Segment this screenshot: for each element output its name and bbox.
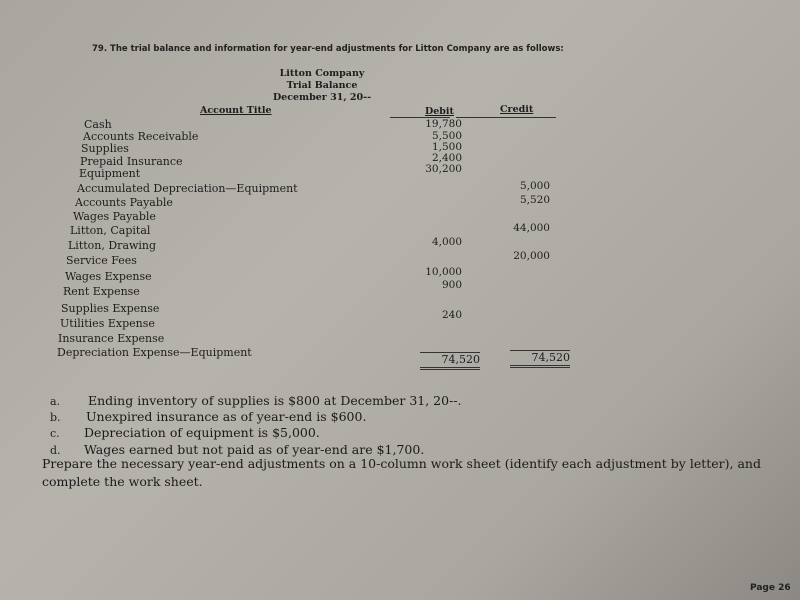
- adjustment-text: Wages earned but not paid as of year-end are $1,700.: [84, 442, 425, 457]
- account-name: Rent Expense: [63, 285, 140, 298]
- debit-amount: 5,500: [431, 130, 462, 142]
- credit-amount: 5,520: [519, 194, 550, 206]
- debit-amount: 19,780: [425, 118, 462, 130]
- account-name: Cash: [84, 118, 112, 131]
- adjustment-letter: a.: [50, 395, 61, 408]
- debit-amount: 10,000: [425, 266, 462, 278]
- debit-amount: 4,000: [431, 236, 462, 248]
- account-name: Accumulated Depreciation—Equipment: [77, 182, 298, 195]
- account-name: Supplies Expense: [61, 302, 160, 315]
- problem-statement: 79. The trial balance and information for year-end adjustments for Litton Company are as follows:: [92, 44, 564, 54]
- debit-amount: 900: [441, 279, 462, 291]
- credit-rule: [456, 117, 556, 118]
- account-name: Depreciation Expense—Equipment: [57, 346, 252, 359]
- debit-total: 74,520: [420, 352, 480, 370]
- debit-amount: 30,200: [425, 163, 462, 175]
- credit-heading: Credit: [500, 104, 534, 115]
- account-name: Wages Expense: [65, 270, 152, 283]
- statement-date: December 31, 20--: [272, 92, 372, 103]
- company-name: Litton Company: [279, 68, 365, 79]
- account-name: Wages Payable: [73, 210, 156, 223]
- account-name: Insurance Expense: [58, 332, 165, 345]
- instructions-text: Prepare the necessary year-end adjustments on a 10-column work sheet (identify each adjustment by letter), and complete the work sheet.: [42, 456, 761, 489]
- statement-name: Trial Balance: [286, 80, 358, 91]
- account-name: Litton, Capital: [70, 224, 151, 237]
- adjustment-text: Ending inventory of supplies is $800 at December 31, 20--.: [88, 393, 462, 408]
- debit-amount: 240: [441, 309, 462, 321]
- account-name: Prepaid Insurance: [80, 155, 183, 168]
- credit-amount: 20,000: [513, 250, 550, 262]
- debit-amount: 1,500: [431, 141, 462, 153]
- debit-heading: Debit: [425, 106, 454, 117]
- adjustment-letter: d.: [50, 444, 61, 457]
- adjustment-text: Unexpired insurance as of year-end is $600.: [86, 409, 367, 424]
- account-name: Accounts Payable: [75, 196, 173, 209]
- account-name: Supplies: [81, 142, 129, 155]
- credit-amount: 44,000: [513, 222, 550, 234]
- account-name: Equipment: [79, 167, 141, 180]
- debit-amount: 2,400: [431, 152, 462, 164]
- trial-balance-header: [252, 68, 392, 104]
- account-title-heading: Account Title: [200, 105, 272, 116]
- credit-total: 74,520: [510, 350, 570, 368]
- adjustment-letter: b.: [50, 411, 61, 424]
- adjustment-text: Depreciation of equipment is $5,000.: [84, 425, 320, 440]
- account-name: Utilities Expense: [60, 317, 155, 330]
- account-name: Litton, Drawing: [68, 239, 157, 252]
- credit-amount: 5,000: [519, 180, 550, 192]
- adjustment-letter: c.: [50, 427, 60, 440]
- account-name: Service Fees: [66, 254, 137, 267]
- account-name: Accounts Receivable: [83, 130, 199, 143]
- page-number: Page 26: [750, 583, 791, 593]
